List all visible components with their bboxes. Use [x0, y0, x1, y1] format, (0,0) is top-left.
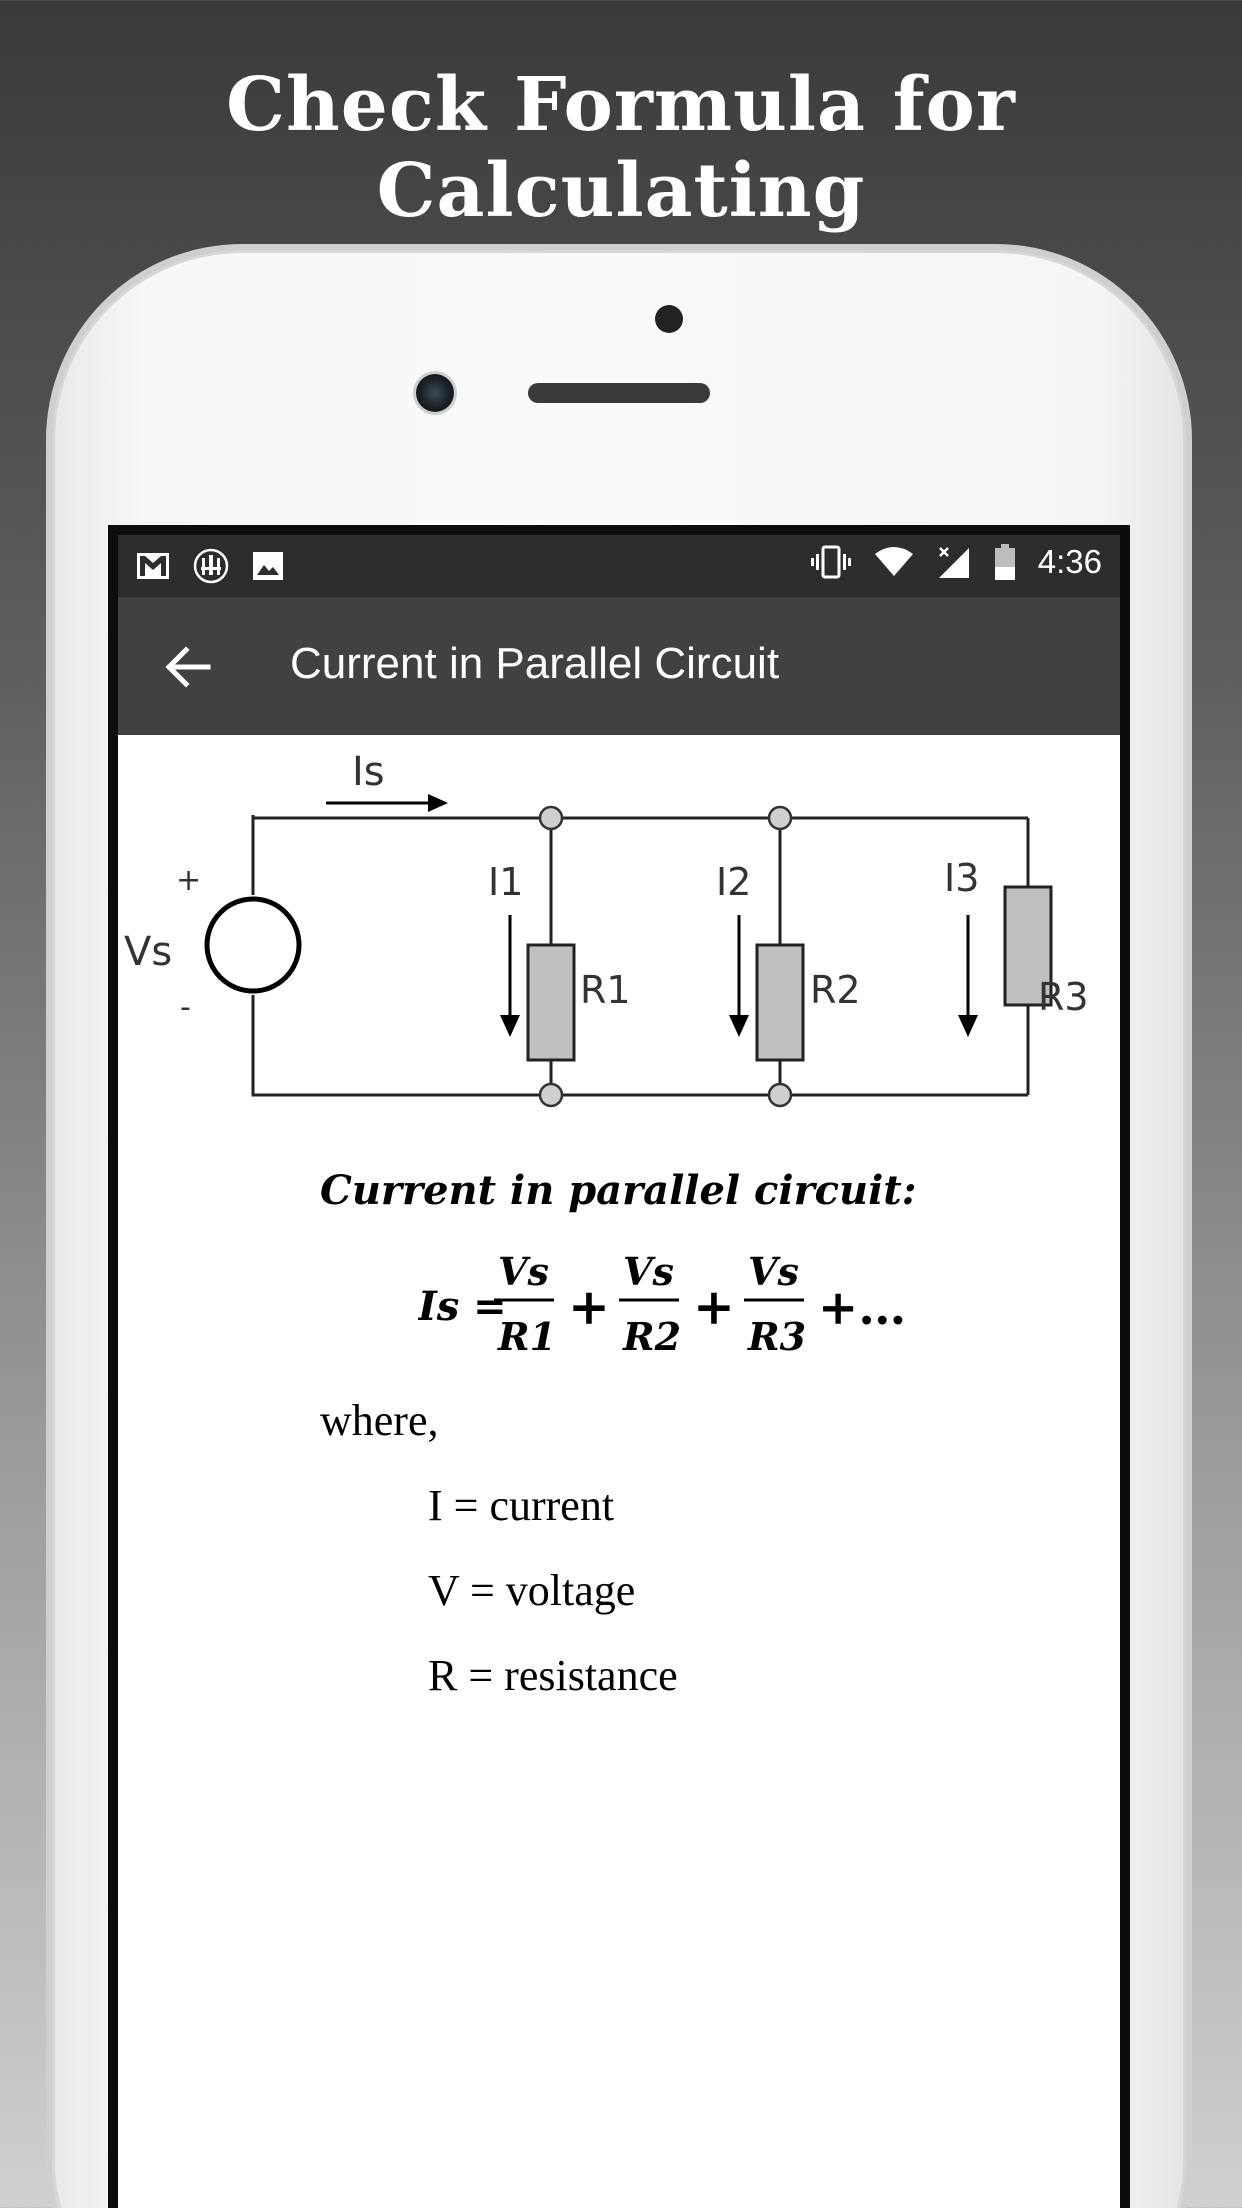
source-plus: +	[176, 863, 202, 898]
front-camera	[416, 374, 454, 412]
definition-voltage: V = voltage	[428, 1566, 636, 1615]
junction-node	[540, 807, 562, 829]
junction-node	[540, 1084, 562, 1106]
voltage-source	[207, 899, 299, 991]
i2-label: I2	[716, 860, 752, 904]
proximity-sensor	[655, 305, 683, 333]
i3-label: I3	[944, 856, 980, 900]
image-icon	[252, 551, 284, 581]
current-formula	[418, 1240, 958, 1370]
back-button[interactable]	[158, 637, 218, 697]
gmail-icon	[136, 552, 170, 580]
phone-screen	[108, 525, 1130, 2208]
circuit-frame	[253, 818, 1028, 1095]
source-minus: -	[180, 990, 191, 1025]
denominator-1: R1	[498, 1314, 557, 1359]
formula-heading: Current in parallel circuit:	[320, 1167, 917, 1214]
formula-trailing: +…	[818, 1280, 907, 1336]
r1-label: R1	[580, 968, 631, 1012]
promo-title-line1: Check Formula for Calculating	[226, 62, 1016, 234]
app-bar	[118, 597, 1120, 735]
source-label: Vs	[124, 929, 173, 975]
status-time: 4:36	[1037, 543, 1102, 580]
definition-resistance: R = resistance	[428, 1651, 678, 1700]
content-area	[118, 735, 1120, 2208]
junction-node	[769, 1084, 791, 1106]
r2-label: R2	[810, 968, 861, 1012]
wifi-icon	[874, 546, 914, 578]
app-title: Current in Parallel Circuit	[290, 639, 780, 688]
vibrate-icon	[810, 544, 852, 580]
definitions-intro: where,	[320, 1396, 439, 1445]
formula-lhs: Is =	[418, 1283, 507, 1330]
is-label: Is	[352, 755, 385, 795]
signal-icon	[936, 544, 972, 580]
earpiece-speaker	[528, 383, 710, 403]
plus-2: +	[693, 1277, 735, 1336]
definition-current: I = current	[428, 1481, 615, 1530]
resistor-r1	[528, 945, 574, 1060]
app-notification-icon	[192, 547, 230, 585]
plus-1: +	[568, 1277, 610, 1336]
numerator-2: Vs	[623, 1249, 674, 1294]
arrow-left-icon	[169, 650, 208, 684]
parallel-circuit-diagram	[118, 755, 1120, 1155]
junction-node	[769, 807, 791, 829]
numerator-3: Vs	[748, 1249, 799, 1294]
denominator-2: R2	[623, 1314, 682, 1359]
status-bar	[118, 535, 1120, 597]
battery-icon	[994, 543, 1016, 581]
numerator-1: Vs	[498, 1249, 549, 1294]
denominator-3: R3	[748, 1314, 807, 1359]
r3-label: R3	[1038, 975, 1089, 1019]
resistor-r2	[757, 945, 803, 1060]
i1-label: I1	[488, 860, 524, 904]
